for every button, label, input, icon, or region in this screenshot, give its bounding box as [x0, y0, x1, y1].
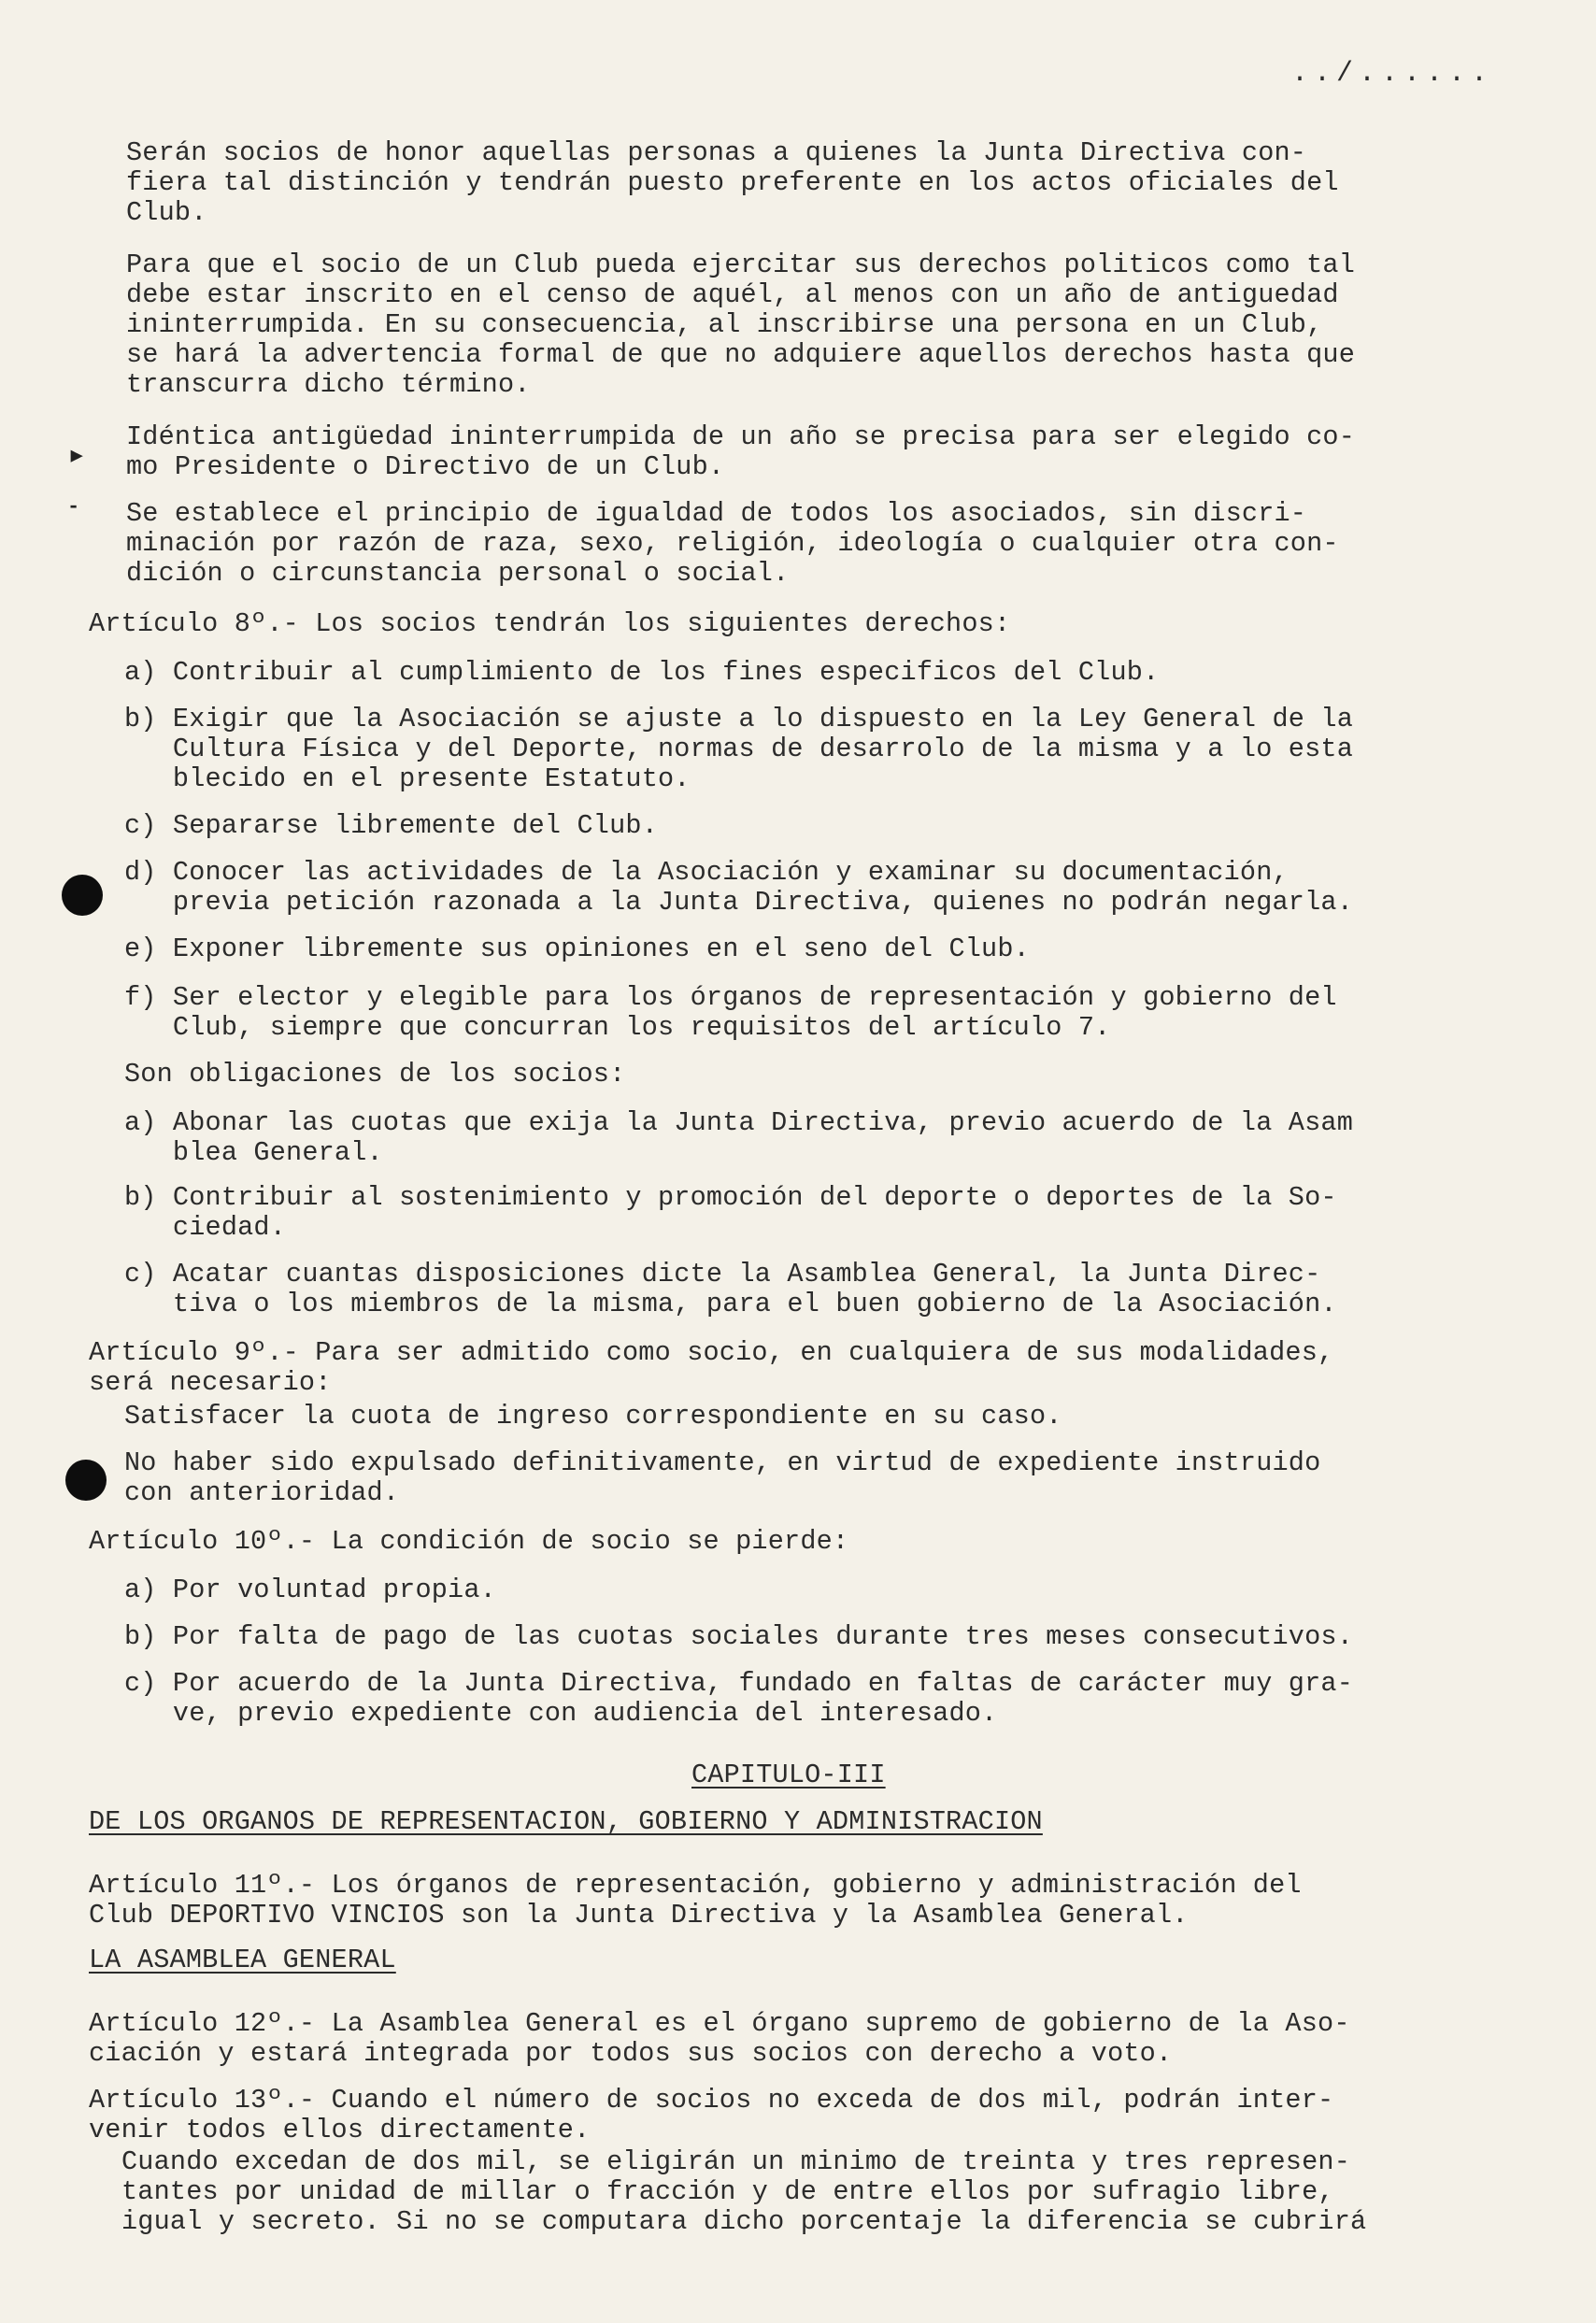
article-10-item-c: c) Por acuerdo de la Junta Directiva, fundado en faltas de carácter muy gra- ve, previo expediente con audiencia del interesado. — [124, 1668, 1354, 1729]
article-13-continuation: Cuando excedan de dos mil, se eligirán un minimo de treinta y tres represen- tantes por unidad de millar o fracción y de entre ellos por sufragio libre, igual y secreto. Si no se computara dicho porcentaje la diferencia se cubrirá — [121, 2146, 1367, 2237]
chapter-title: CAPITULO-III — [691, 1760, 886, 1790]
article-8-item-b: b) Exigir que la Asociación se ajuste a lo dispuesto en la Ley General de la Cultura Física y del Deporte, normas de desarrolo de la misma y a lo esta blecido en el presente Estatuto. — [124, 704, 1354, 794]
article-8-item-e: e) Exponer libremente sus opiniones en el seno del Club. — [124, 933, 1030, 964]
punch-hole-top — [62, 875, 103, 916]
punch-hole-bottom — [65, 1460, 107, 1501]
paragraph-antiquity: Idéntica antigüedad ininterrumpida de un año se precisa para ser elegido co- mo Presidente o Directivo de un Club. — [126, 421, 1356, 482]
article-8-item-c: c) Separarse libremente del Club. — [124, 810, 658, 841]
article-12: Artículo 12º.- La Asamblea General es el órgano supremo de gobierno de la Aso- ciación y estará integrada por todos sus socios con derecho a voto. — [89, 2008, 1350, 2069]
article-10-item-a: a) Por voluntad propia. — [124, 1575, 496, 1605]
article-8-item-d: d) Conocer las actividades de la Asociación y examinar su documentación, previa petición razonada a la Junta Directiva, quienes no podrán negarla. — [124, 857, 1354, 918]
obligation-item-b: b) Contribuir al sostenimiento y promoción del deporte o deportes de la So- ciedad. — [124, 1182, 1337, 1243]
article-10-item-b: b) Por falta de pago de las cuotas sociales durante tres meses consecutivos. — [124, 1621, 1354, 1652]
obligations-heading: Son obligaciones de los socios: — [124, 1059, 626, 1090]
margin-arrow-mark: ▸ — [67, 439, 87, 475]
paragraph-honor-members: Serán socios de honor aquellas personas a quienes la Junta Directiva con- fiera tal distinción y tendrán puesto preferente en los actos oficiales del Club. — [126, 137, 1339, 228]
paragraph-equality: Se establece el principio de igualdad de todos los asociados, sin discri- minación por razón de raza, sexo, religión, ideología o cualquier otra con- dición o circunstancia personal o social. — [126, 498, 1339, 589]
general-assembly-heading: LA ASAMBLEA GENERAL — [89, 1945, 396, 1975]
article-9-requirement-2: No haber sido expulsado definitivamente, en virtud de expediente instruido con anterioridad. — [124, 1447, 1321, 1508]
continuation-mark: ../...... — [1290, 58, 1493, 90]
article-9-heading: Artículo 9º.- Para ser admitido como socio, en cualquiera de sus modalidades, será necesario: — [89, 1337, 1334, 1398]
article-13: Artículo 13º.- Cuando el número de socios no exceda de dos mil, podrán inter- venir todos ellos directamente. — [89, 2085, 1334, 2145]
obligation-item-c: c) Acatar cuantas disposiciones dicte la Asamblea General, la Junta Direc- tiva o los miembros de la misma, para el buen gobierno de la Asociación. — [124, 1259, 1337, 1319]
article-8-item-f: f) Ser elector y elegible para los órganos de representación y gobierno del Club, siempre que concurran los requisitos del artículo 7. — [124, 982, 1337, 1043]
article-9-requirement-1: Satisfacer la cuota de ingreso correspondiente en su caso. — [124, 1401, 1062, 1432]
margin-tick-mark: - — [67, 495, 80, 519]
obligation-item-a: a) Abonar las cuotas que exija la Junta Directiva, previo acuerdo de la Asam blea General. — [124, 1107, 1354, 1168]
article-10-heading: Artículo 10º.- La condición de socio se pierde: — [89, 1526, 849, 1557]
article-11: Artículo 11º.- Los órganos de representación, gobierno y administración del Club DEPORTIVO VINCIOS son la Junta Directiva y la Asamblea General. — [89, 1870, 1302, 1931]
chapter-subtitle: DE LOS ORGANOS DE REPRESENTACION, GOBIERNO Y ADMINISTRACION — [89, 1806, 1043, 1837]
article-8-item-a: a) Contribuir al cumplimiento de los fines especificos del Club. — [124, 657, 1160, 688]
paragraph-political-rights: Para que el socio de un Club pueda ejercitar sus derechos politicos como tal debe estar inscrito en el censo de aquél, al menos con un año de antiguedad ininterrumpida. En su consecuencia, al inscribirse una persona en un Club, se hará la advertencia formal de que no adquiere aquellos derechos hasta que transcurra dicho término. — [126, 249, 1356, 400]
article-8-heading: Artículo 8º.- Los socios tendrán los siguientes derechos: — [89, 608, 1011, 639]
